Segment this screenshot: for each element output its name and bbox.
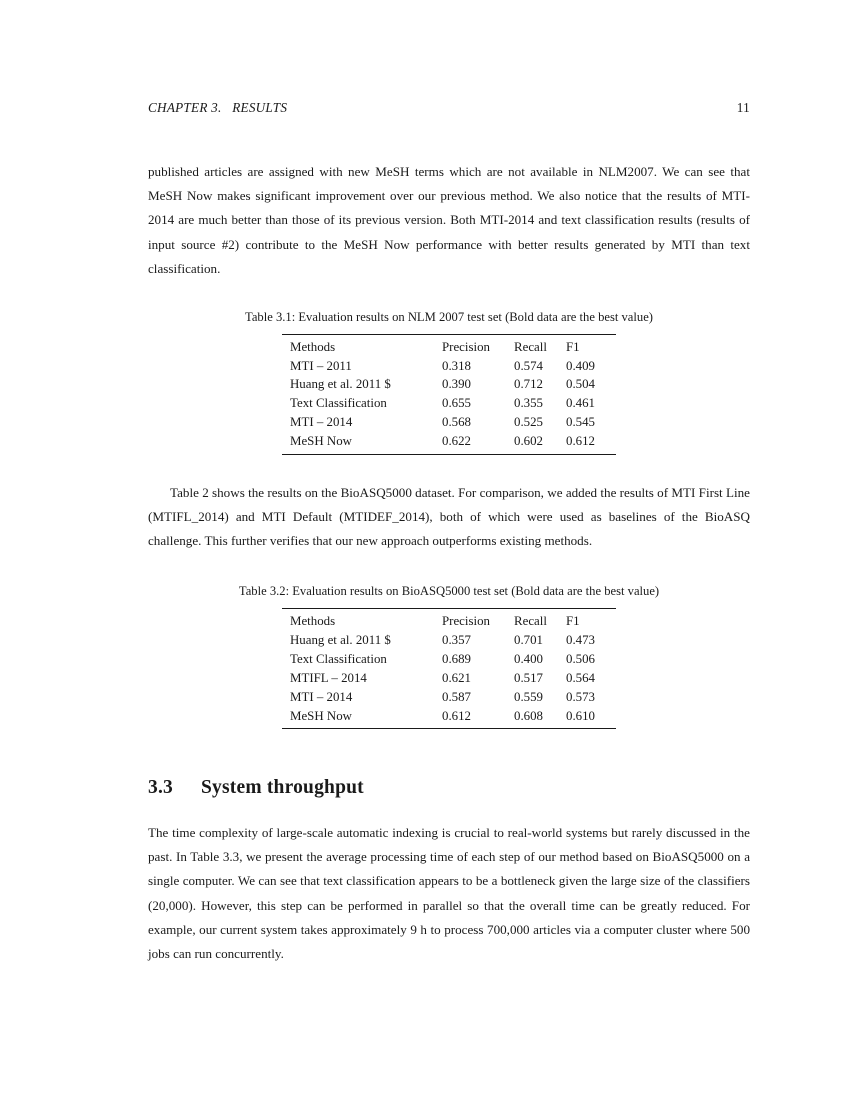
cell-method: MeSH Now (282, 707, 442, 729)
cell-method: MTI – 2011 (290, 358, 352, 373)
table-row (282, 394, 616, 413)
cell-recall: 0.517 (514, 670, 544, 685)
table-3-1-body (282, 335, 616, 455)
table-row (282, 650, 616, 669)
column-header-methods: Methods (282, 335, 442, 357)
column-header-recall: Recall (514, 609, 566, 631)
cell-precision: 0.622 (442, 432, 514, 454)
cell-precision: 0.612 (442, 707, 514, 729)
cell-method: Huang et al. 2011 $ (290, 632, 391, 647)
cell-precision: 0.568 (442, 415, 472, 430)
table-row (282, 707, 616, 729)
cell-method: MeSH Now (282, 432, 442, 454)
cell-precision: 0.318 (442, 358, 472, 373)
paragraph-1: published articles are assigned with new MeSH terms which are not available in NLM2007. We can see that MeSH Now makes significant improvement over our previous method. We also notice that the results of MTI-2014 are much better than those of its previous version. Both MTI-2014 and text classification results (results of input source #2) contribute to the MeSH Now performance with better results generated by MTI than text classification. (148, 164, 750, 276)
cell-precision: 0.357 (442, 632, 472, 647)
table-row (282, 432, 616, 454)
table-3-1 (282, 334, 616, 455)
running-header-chapter: CHAPTER 3. RESULTS (148, 100, 288, 115)
cell-f1: 0.612 (566, 432, 616, 454)
cell-recall: 0.574 (514, 358, 544, 373)
cell-f1: 0.504 (566, 377, 596, 392)
cell-f1: 0.573 (566, 689, 596, 704)
table-row (282, 688, 616, 707)
cell-recall: 0.608 (514, 707, 566, 729)
cell-method: Text Classification (290, 396, 387, 411)
table-row (282, 413, 616, 432)
table-3-2-body (282, 609, 616, 729)
cell-f1: 0.506 (566, 651, 596, 666)
cell-method: MTI – 2014 (290, 689, 353, 704)
column-header-precision: Precision (442, 609, 514, 631)
cell-method: Huang et al. 2011 $ (290, 377, 391, 392)
spacer (148, 729, 750, 777)
column-header-methods: Methods (282, 609, 442, 631)
spacer (148, 455, 750, 481)
section-heading (148, 777, 750, 799)
table-row (282, 375, 616, 394)
section-number: 3.3 (148, 777, 173, 799)
cell-precision: 0.587 (442, 689, 472, 704)
cell-recall: 0.559 (514, 689, 544, 704)
cell-recall: 0.712 (514, 377, 544, 392)
cell-precision: 0.621 (442, 670, 472, 685)
cell-f1: 0.545 (566, 415, 596, 430)
table-3-1-block (148, 309, 750, 455)
paragraph-3: The time complexity of large-scale automatic indexing is crucial to real-world systems but rarely discussed in the past. In Table 3.3, we present the average processing time of each step of our method based on BioASQ5000 on a single computer. We can see that text classification appears to be a bottleneck given the large size of the classifiers (20,000). However, this step can be performed in parallel so that the overall time can be greatly reduced. For example, our current system takes approximately 9 h to process 700,000 articles via a computer cluster where 500 jobs can run concurrently. (148, 825, 750, 962)
cell-precision: 0.689 (442, 651, 472, 666)
table-3-2 (282, 608, 616, 729)
cell-precision: 0.390 (442, 377, 472, 392)
cell-method: Text Classification (290, 651, 387, 666)
column-header-recall: Recall (514, 335, 566, 357)
cell-method: MTI – 2014 (290, 415, 353, 430)
page-content (148, 100, 750, 966)
column-header-precision: Precision (442, 335, 514, 357)
cell-f1: 0.564 (566, 670, 596, 685)
column-header-f1: F1 (566, 335, 616, 357)
paragraph-2: Table 2 shows the results on the BioASQ5000 dataset. For comparison, we added the results of MTI First Line (MTIFL_2014) and MTI Default (MTIDEF_2014), both of which were used as baselines of the BioASQ challenge. This further verifies that our new approach outperforms existing methods. (148, 484, 750, 549)
column-header-f1: F1 (566, 609, 616, 631)
table-3-2-caption: Table 3.2: Evaluation results on BioASQ5000 test set (Bold data are the best value) (238, 584, 660, 599)
table-header-row (282, 335, 616, 357)
cell-f1: 0.473 (566, 632, 596, 647)
cell-f1: 0.409 (566, 358, 596, 373)
spacer (148, 281, 750, 309)
page-number: 11 (736, 100, 750, 115)
table-row (282, 631, 616, 650)
section-title: System throughput (201, 777, 364, 799)
cell-recall: 0.525 (514, 415, 544, 430)
cell-recall: 0.602 (514, 432, 566, 454)
cell-f1: 0.461 (566, 396, 596, 411)
running-header (148, 100, 750, 116)
cell-recall: 0.400 (514, 651, 544, 666)
cell-recall: 0.355 (514, 396, 544, 411)
cell-recall: 0.701 (514, 632, 544, 647)
table-header-row (282, 609, 616, 631)
cell-precision: 0.655 (442, 396, 472, 411)
table-3-2-block (148, 583, 750, 729)
cell-f1: 0.610 (566, 707, 616, 729)
table-3-1-caption: Table 3.1: Evaluation results on NLM 2007 test set (Bold data are the best value) (245, 310, 653, 325)
spacer (148, 553, 750, 583)
table-row (282, 356, 616, 375)
cell-method: MTIFL – 2014 (290, 670, 367, 685)
table-row (282, 669, 616, 688)
